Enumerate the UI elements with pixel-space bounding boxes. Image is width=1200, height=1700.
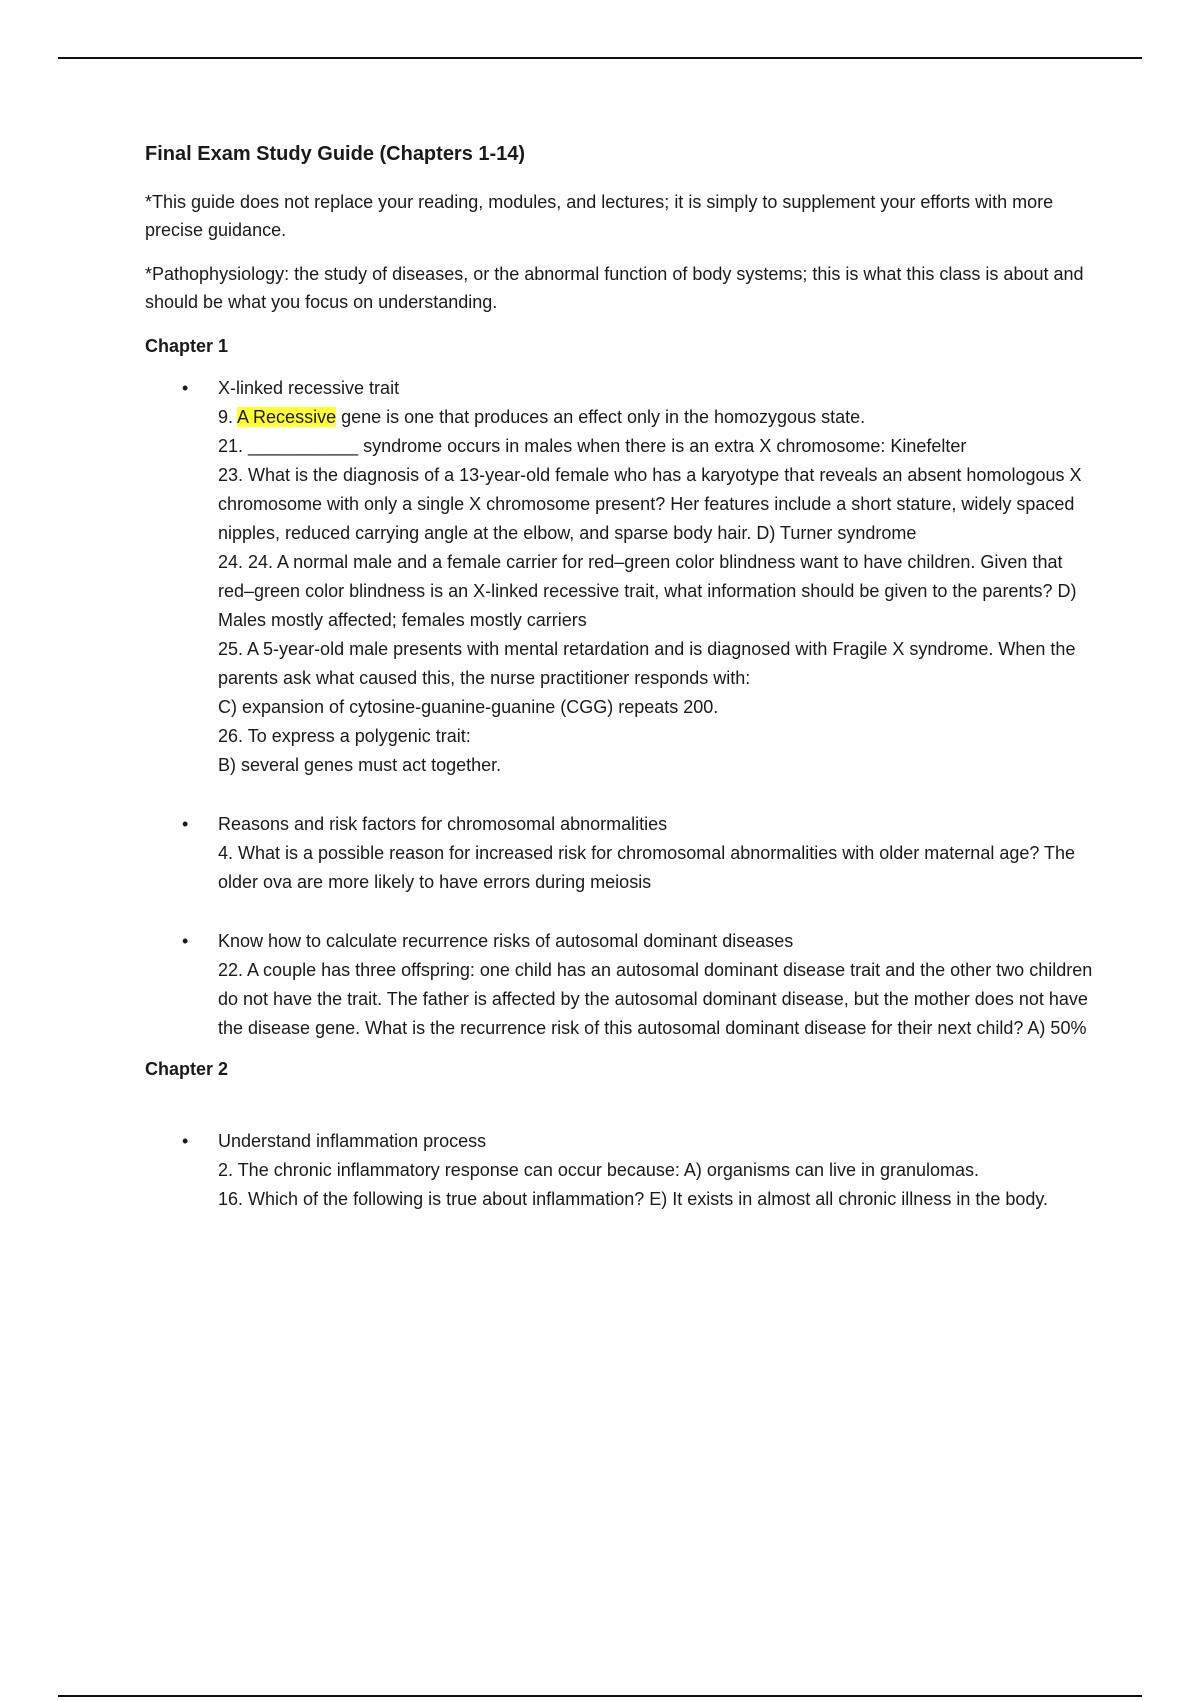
document-title: Final Exam Study Guide (Chapters 1-14) <box>145 143 526 165</box>
question-line: 21. ___________ syndrome occurs in males when there is an extra X chromosome: Kinefelter <box>218 436 967 456</box>
question-line: 25. A 5-year-old male presents with mental retardation and is diagnosed with Fragile X syndrome. When the parents ask what caused this, the nurse practitioner responds with: <box>218 639 1076 688</box>
question-line: 26. To express a polygenic trait: <box>218 726 471 746</box>
answer-line: B) several genes must act together. <box>218 755 502 775</box>
chapter-2-heading: Chapter 2 <box>145 1059 229 1079</box>
header-rule <box>58 57 1142 59</box>
question-line: 23. What is the diagnosis of a 13-year-old female who has a karyotype that reveals an absent homologous X chromosome with only a single X chromosome present? Her features include a short stature, widely spaced nipples, reduced carrying angle at the elbow, and sparse body hair. D) Turner syndrome <box>218 465 1082 543</box>
intro-definition: *Pathophysiology: the study of diseases, or the abnormal function of body systems; this is what this class is about and should be what you focus on understanding. <box>145 264 1084 312</box>
highlighted-text: A Recessive <box>237 407 337 427</box>
question-number: 9. <box>218 407 238 427</box>
bullet-icon: • <box>182 378 189 398</box>
list-item <box>145 810 1095 897</box>
footer-rule <box>58 1695 1142 1697</box>
list-item <box>145 374 1095 780</box>
document-page <box>145 140 1095 1214</box>
question-line: 2. The chronic inflammatory response can occur because: A) organisms can live in granulomas. <box>218 1160 980 1180</box>
bullet-icon: • <box>182 931 189 951</box>
topic-label: X-linked recessive trait <box>218 378 400 398</box>
question-text: gene is one that produces an effect only in the homozygous state. <box>336 407 866 427</box>
answer-line: C) expansion of cytosine-guanine-guanine (CGG) repeats 200. <box>218 697 719 717</box>
chapter-1-heading: Chapter 1 <box>145 336 229 356</box>
chapter-2-list <box>145 1127 1095 1214</box>
question-line: 4. What is a possible reason for increased risk for chromosomal abnormalities with older maternal age? The older ova are more likely to have errors during meiosis <box>218 843 1076 892</box>
bullet-icon: • <box>182 1131 189 1151</box>
topic-label: Know how to calculate recurrence risks of autosomal dominant diseases <box>218 931 794 951</box>
topic-label: Reasons and risk factors for chromosomal abnormalities <box>218 814 668 834</box>
question-line: 16. Which of the following is true about inflammation? E) It exists in almost all chronic illness in the body. <box>218 1189 1049 1209</box>
question-line: 24. 24. A normal male and a female carrier for red–green color blindness want to have children. Given that red–green color blindness is an X-linked recessive trait, what information should be given to the parents? D) Males mostly affected; females mostly carriers <box>218 552 1077 630</box>
intro-disclaimer: *This guide does not replace your reading, modules, and lectures; it is simply to supplement your efforts with more precise guidance. <box>145 192 1054 240</box>
bullet-icon: • <box>182 814 189 834</box>
question-line: 22. A couple has three offspring: one child has an autosomal dominant disease trait and the other two children do not have the trait. The father is affected by the autosomal dominant disease, but the mother does not have the disease gene. What is the recurrence risk of this autosomal dominant disease for their next child? A) 50% <box>218 960 1093 1038</box>
question-line <box>218 403 1095 432</box>
list-item <box>145 1127 1095 1214</box>
chapter-1-list <box>145 374 1095 1043</box>
list-item <box>145 927 1095 1043</box>
topic-label: Understand inflammation process <box>218 1131 487 1151</box>
